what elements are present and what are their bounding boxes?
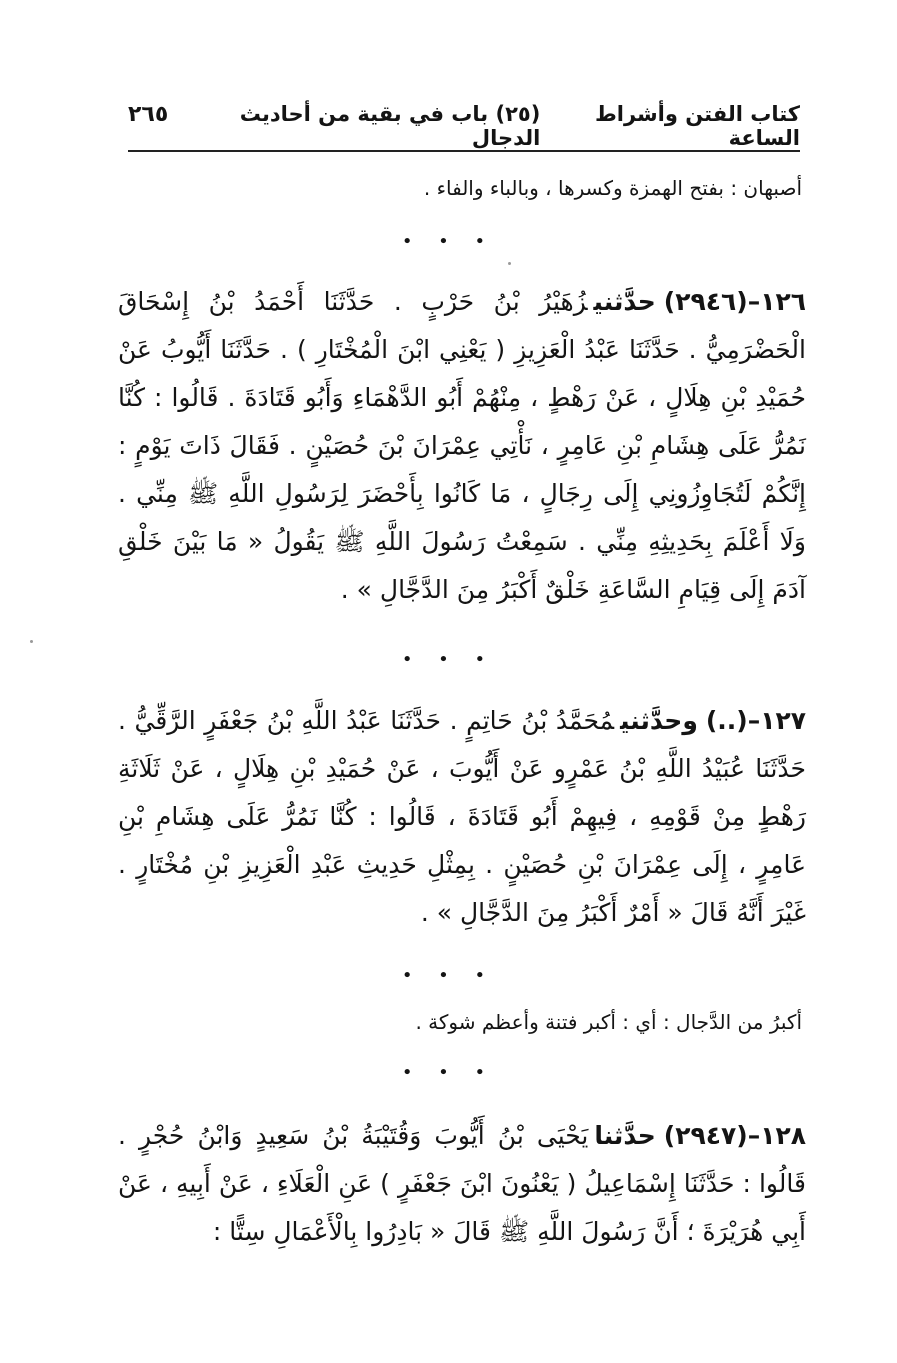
header-left-group xyxy=(128,102,540,150)
scan-speck xyxy=(508,262,511,265)
hadith-text: يَحْيَى بْنُ أَيُّوبَ وَقُتَيْبَةُ بْنُ سَعِيدٍ وَابْنُ حُجْرٍ . قَالُوا : حَدَّثَنَا إِسْمَاعِيلُ ( يَعْنُونَ ابْنَ جَعْفَرٍ ) عَنِ الْعَلَاءِ ، عَنْ أَبِيهِ ، عَنْ أَبِي هُرَيْرَةَ ؛ أَنَّ رَسُولَ اللَّهِ ﷺ قَالَ « بَادِرُوا بِالْأَعْمَالِ سِتًّا : xyxy=(118,1121,806,1246)
separator-stars: • • • xyxy=(401,1062,496,1083)
hadith-128 xyxy=(118,1112,806,1256)
hadith-lead-word: وحدَّثني xyxy=(620,706,698,735)
header-rule xyxy=(128,150,800,152)
chapter-title: (٢٥) باب في بقية من أحاديث الدجال xyxy=(239,102,541,150)
page-number: ٢٦٥ xyxy=(128,102,169,127)
scan-speck xyxy=(30,640,33,643)
hadith-number: ١٢٨–(٢٩٤٧) xyxy=(663,1121,806,1150)
hadith-number: ١٢٦–(٢٩٤٦) xyxy=(663,287,806,316)
footnote-akbar: أكبرُ من الدَّجال : أي : أكبر فتنة وأعظم شوكة . xyxy=(415,1010,802,1034)
separator-stars: • • • xyxy=(401,231,496,252)
hadith-127 xyxy=(118,697,806,937)
running-header xyxy=(128,102,800,150)
footnote-isbahan: أصبهان : بفتح الهمزة وكسرها ، وبالباء والفاء . xyxy=(423,176,802,200)
hadith-lead-word: حدَّثنا xyxy=(594,1121,656,1150)
hadith-text: زُهَيْرُ بْنُ حَرْبٍ . حَدَّثَنَا أَحْمَدُ بْنُ إِسْحَاقَ الْحَضْرَمِيُّ . حَدَّثَنَا عَبْدُ الْعَزِيزِ ( يَعْنِي ابْنَ الْمُخْتَارِ ) . حَدَّثَنَا أَيُّوبُ عَنْ حُمَيْدِ بْنِ هِلَالٍ ، عَنْ رَهْطٍ ، مِنْهُمْ أَبُو الدَّهْمَاءِ وَأَبُو قَتَادَةَ . قَالُوا : كُنَّا نَمُرُّ عَلَى هِشَامِ بْنِ عَامِرٍ ، نَأْتِي عِمْرَانَ بْنَ حُصَيْنٍ . فَقَالَ ذَاتَ يَوْمٍ : إِنَّكُمْ لَتُجَاوِزُونِي إِلَى رِجَالٍ ، مَا كَانُوا بِأَحْضَرَ لِرَسُولِ اللَّهِ ﷺ مِنِّي . وَلَا أَعْلَمَ بِحَدِيثِهِ مِنِّي . سَمِعْتُ رَسُولَ اللَّهِ ﷺ يَقُولُ « مَا بَيْنَ خَلْقِ آدَمَ إِلَى قِيَامِ السَّاعَةِ خَلْقٌ أَكْبَرُ مِنَ الدَّجَّالِ » . xyxy=(118,287,806,604)
separator-stars: • • • xyxy=(401,965,496,986)
book-title: كتاب الفتن وأشراط الساعة xyxy=(594,102,800,150)
hadith-number: ١٢٧–(..) xyxy=(705,706,806,735)
hadith-lead-word: حدَّثني xyxy=(593,287,656,316)
separator-stars: • • • xyxy=(401,649,496,670)
hadith-text: مُحَمَّدُ بْنُ حَاتِمٍ . حَدَّثَنَا عَبْدُ اللَّهِ بْنُ جَعْفَرٍ الرَّقِّيُّ . حَدَّثَنَا عُبَيْدُ اللَّهِ بْنُ عَمْرٍو عَنْ أَيُّوبَ ، عَنْ حُمَيْدِ بْنِ هِلَالٍ ، عَنْ ثَلَاثَةِ رَهْطٍ مِنْ قَوْمِهِ ، فِيهِمْ أَبُو قَتَادَةَ ، قَالُوا : كُنَّا نَمُرُّ عَلَى هِشَامِ بْنِ عَامِرٍ ، إِلَى عِمْرَانَ بْنِ حُصَيْنٍ . بِمِثْلِ حَدِيثِ عَبْدِ الْعَزِيزِ بْنِ مُخْتَارٍ . غَيْرَ أَنَّهُ قَالَ « أَمْرٌ أَكْبَرُ مِنَ الدَّجَّالِ » . xyxy=(118,706,806,927)
hadith-126 xyxy=(118,278,806,614)
